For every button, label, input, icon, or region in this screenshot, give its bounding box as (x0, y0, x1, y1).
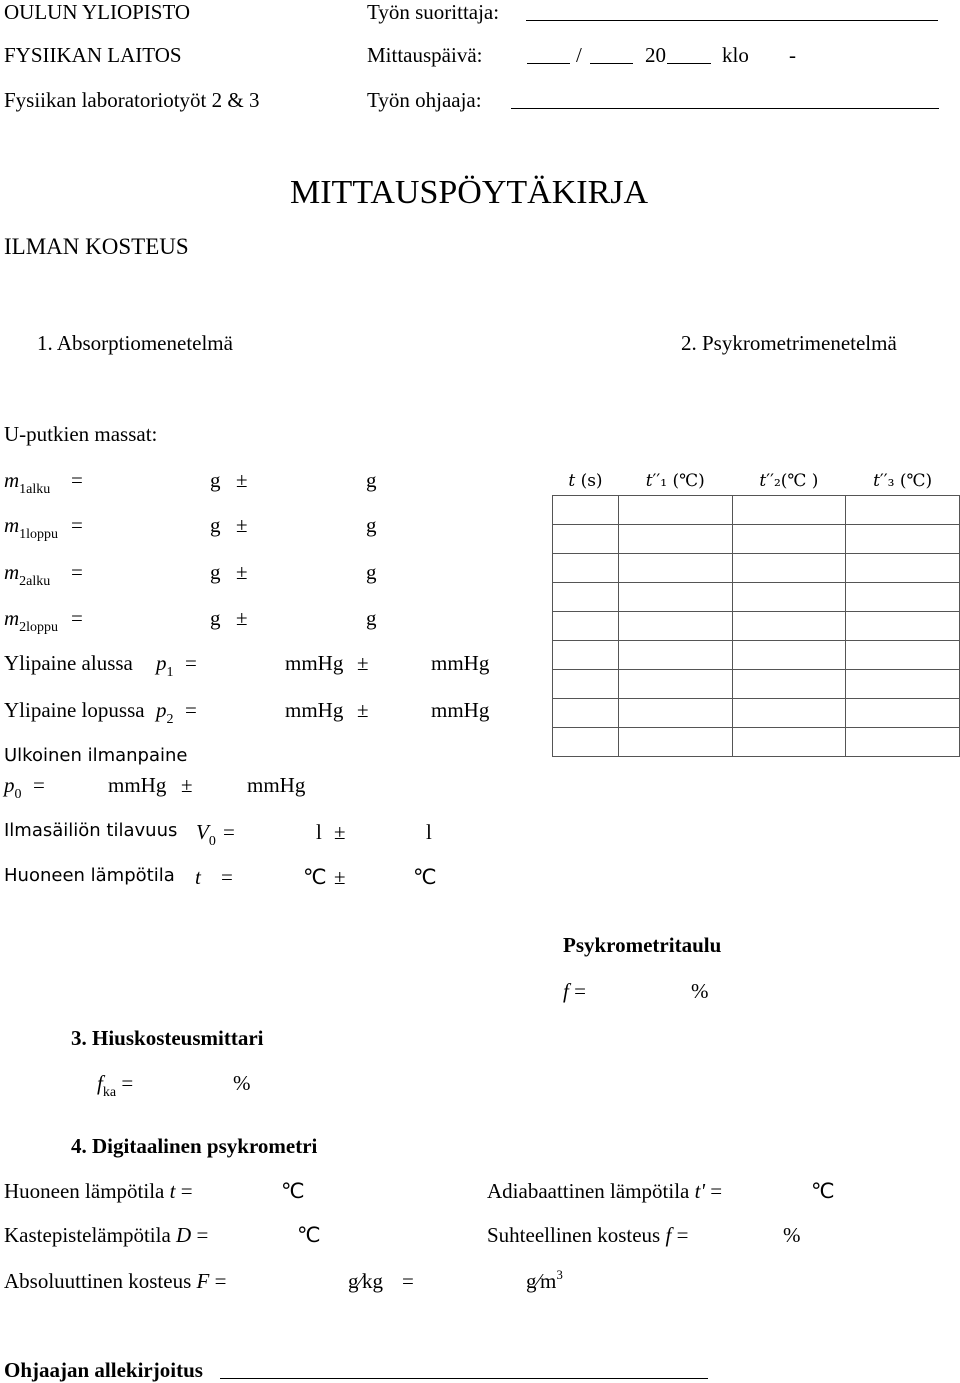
plus-minus-sign: ± (357, 651, 369, 675)
equals-sign: = (33, 773, 45, 797)
table-cell[interactable] (732, 728, 846, 757)
adiabatic-temperature-row (487, 1181, 722, 1202)
equals-sign: = (209, 1269, 227, 1293)
percent-unit: % (783, 1223, 801, 1247)
table-cell[interactable] (618, 583, 732, 612)
unit-label: g⁄m (526, 1269, 557, 1293)
table-cell[interactable] (618, 525, 732, 554)
table-cell[interactable] (553, 699, 619, 728)
unit-label: g (366, 513, 377, 537)
dew-point-row (4, 1225, 208, 1246)
absolute-humidity-symbol: F (196, 1269, 210, 1293)
unit-label: mmHg (431, 698, 490, 722)
u-tube-label: U-putkien massat: (4, 422, 158, 446)
equals-sign: = (671, 1223, 689, 1247)
column-header: 𝑡′′₂(℃ ) (759, 470, 819, 491)
unit-label: g (366, 560, 377, 584)
equals-sign: = (121, 1071, 134, 1095)
table-row (553, 670, 960, 699)
table-cell[interactable] (553, 728, 619, 757)
date-label: Mittauspäivä: (367, 43, 483, 67)
equals-sign: = (221, 865, 233, 889)
signature-field[interactable] (220, 1360, 708, 1379)
table-cell[interactable] (553, 496, 619, 525)
section-absorption: 1. Absorptiomenetelmä (37, 331, 233, 355)
mass-symbol: m (4, 560, 20, 584)
plus-minus-sign: ± (334, 820, 346, 844)
unit-label: mmHg (285, 651, 344, 675)
table-cell[interactable] (553, 525, 619, 554)
supervisor-field[interactable] (511, 90, 939, 109)
pressure-symbol: p (156, 698, 167, 722)
supervisor-label: Työn ohjaaja: (367, 88, 482, 112)
table-cell[interactable] (618, 670, 732, 699)
volume-symbol: V (196, 820, 209, 844)
plus-minus-sign: ± (357, 698, 369, 722)
table-cell[interactable] (618, 496, 732, 525)
table-row (553, 728, 960, 757)
plus-minus-sign: ± (236, 560, 248, 584)
unit-exponent: 3 (556, 1267, 563, 1282)
unit-label: g (366, 606, 377, 630)
humidity-symbol: f (665, 1223, 672, 1247)
course-name: Fysiikan laboratoriotyöt 2 & 3 (4, 88, 260, 112)
table-row (553, 641, 960, 670)
performer-label: Työn suorittaja: (367, 0, 500, 24)
humidity-symbol: f (97, 1071, 103, 1095)
table-cell[interactable] (846, 554, 960, 583)
equals-sign: = (574, 979, 586, 1003)
unit-label: ℃ (413, 865, 437, 889)
signature-label: Ohjaajan allekirjoitus (4, 1358, 203, 1382)
pressure-subscript: 1 (166, 665, 174, 680)
mass-symbol: m (4, 513, 20, 537)
plus-minus-sign: ± (334, 865, 346, 889)
date-day-field[interactable] (527, 45, 570, 64)
page-title: MITTAUSPÖYTÄKIRJA (290, 174, 649, 211)
temperature-symbol: t (195, 865, 201, 889)
pressure-symbol: p (4, 773, 15, 797)
humidity-subscript: ka (102, 1085, 117, 1100)
date-separator: / (576, 43, 582, 67)
mass-subscript: 1alku (19, 482, 51, 497)
table-cell[interactable] (732, 525, 846, 554)
table-cell[interactable] (732, 699, 846, 728)
table-cell[interactable] (618, 728, 732, 757)
table-cell[interactable] (732, 496, 846, 525)
unit-label: mmHg (431, 651, 490, 675)
equals-sign: = (175, 1179, 193, 1203)
unit-label: mmHg (247, 773, 306, 797)
unit-label: g (210, 513, 221, 537)
table-body (553, 496, 960, 757)
equals-sign: = (71, 468, 83, 492)
row-label: Ylipaine alussa (4, 651, 133, 675)
temperature-symbol: t (169, 1179, 176, 1203)
dew-point-symbol: D (176, 1223, 192, 1247)
equals-sign: = (191, 1223, 209, 1247)
relative-humidity-row (487, 1225, 688, 1246)
temperature-symbol: t' (694, 1179, 705, 1203)
unit-label: ℃ (811, 1179, 835, 1203)
unit-label: g⁄kg (348, 1269, 384, 1293)
section-digital-psychrometer: 4. Digitaalinen psykrometri (71, 1134, 318, 1158)
table-row (553, 612, 960, 641)
percent-unit: % (233, 1071, 251, 1095)
room-temperature-row (4, 1181, 193, 1202)
table-cell[interactable] (732, 641, 846, 670)
row-label: Absoluuttinen kosteus (4, 1269, 197, 1293)
mass-symbol: m (4, 468, 20, 492)
table-cell[interactable] (846, 525, 960, 554)
table-cell[interactable] (846, 728, 960, 757)
row-label: Suhteellinen kosteus (487, 1223, 666, 1247)
unit-label: g (366, 468, 377, 492)
table-cell[interactable] (846, 641, 960, 670)
absolute-humidity-row (4, 1271, 226, 1292)
row-label: Ilmasäiliön tilavuus (4, 820, 178, 841)
table-cell[interactable] (618, 699, 732, 728)
table-cell[interactable] (618, 554, 732, 583)
row-label: Kastepistelämpötila (4, 1223, 177, 1247)
date-month-field[interactable] (590, 45, 633, 64)
unit-label: g (210, 560, 221, 584)
equals-sign: = (704, 1179, 723, 1203)
university-name: OULUN YLIOPISTO (4, 0, 191, 24)
column-header: 𝑡 (s) (568, 470, 603, 491)
plus-minus-sign: ± (236, 513, 248, 537)
section-psychrometer: 2. Psykrometrimenetelmä (681, 331, 897, 355)
table-cell[interactable] (846, 496, 960, 525)
mass-subscript: 2loppu (19, 620, 59, 635)
table-cell[interactable] (846, 699, 960, 728)
row-label: Adiabaattinen lämpötila (487, 1179, 695, 1203)
table-cell[interactable] (846, 670, 960, 699)
equals-sign: = (185, 698, 197, 722)
plus-minus-sign: ± (236, 606, 248, 630)
table-cell[interactable] (553, 670, 619, 699)
unit-label: l (316, 820, 322, 844)
unit-label: g (210, 606, 221, 630)
table-cell[interactable] (846, 583, 960, 612)
unit-label: ℃ (303, 865, 327, 889)
table-cell[interactable] (618, 612, 732, 641)
volume-subscript: 0 (208, 834, 216, 849)
table-cell[interactable] (553, 612, 619, 641)
table-cell[interactable] (732, 554, 846, 583)
percent-unit: % (691, 979, 709, 1003)
mass-subscript: 1loppu (19, 527, 59, 542)
plus-minus-sign: ± (236, 468, 248, 492)
row-label: Ylipaine lopussa (4, 698, 145, 722)
page-subtitle: ILMAN KOSTEUS (4, 234, 189, 259)
equals-sign: = (71, 513, 83, 537)
table-row (553, 583, 960, 612)
row-label: Huoneen lämpötila (4, 1179, 170, 1203)
unit-label: mmHg (285, 698, 344, 722)
unit-label: ℃ (281, 1179, 305, 1203)
mass-subscript: 2alku (19, 574, 51, 589)
table-row (553, 496, 960, 525)
section-hair-hygrometer: 3. Hiuskosteusmittari (71, 1026, 264, 1050)
date-year-field[interactable] (667, 45, 711, 64)
unit-label: mmHg (108, 773, 167, 797)
table-row (553, 525, 960, 554)
table-cell[interactable] (732, 612, 846, 641)
equals-sign: = (71, 560, 83, 584)
column-header: 𝑡′′₃ (℃) (873, 470, 933, 491)
department-name: FYSIIKAN LAITOS (4, 43, 182, 67)
table-row (553, 554, 960, 583)
column-header: 𝑡′′₁ (℃) (645, 470, 705, 491)
row-label: Huoneen lämpötila (4, 865, 175, 886)
psychrometer-table-label: Psykrometritaulu (563, 933, 722, 957)
date-klo: klo (722, 43, 749, 67)
pressure-symbol: p (156, 651, 167, 675)
table-cell[interactable] (846, 612, 960, 641)
psychrometer-table (552, 466, 960, 757)
unit-label: g (210, 468, 221, 492)
table-cell[interactable] (732, 583, 846, 612)
equals-sign: = (402, 1269, 414, 1293)
table-header-row (553, 466, 960, 496)
date-dash: - (789, 43, 796, 67)
pressure-subscript: 2 (166, 712, 174, 727)
plus-minus-sign: ± (181, 773, 193, 797)
equals-sign: = (71, 606, 83, 630)
unit-label: l (426, 820, 432, 844)
table-cell[interactable] (732, 670, 846, 699)
date-year-prefix: 20 (645, 43, 666, 67)
humidity-symbol: f (563, 979, 569, 1003)
equals-sign: = (223, 820, 235, 844)
unit-label: ℃ (297, 1223, 321, 1247)
equals-sign: = (185, 651, 197, 675)
table-row (553, 699, 960, 728)
pressure-subscript: 0 (14, 787, 22, 802)
performer-field[interactable] (526, 2, 938, 21)
table-cell[interactable] (618, 641, 732, 670)
table-cell[interactable] (553, 554, 619, 583)
table-cell[interactable] (553, 641, 619, 670)
mass-symbol: m (4, 606, 20, 630)
table-cell[interactable] (553, 583, 619, 612)
row-label: Ulkoinen ilmanpaine (4, 745, 188, 766)
